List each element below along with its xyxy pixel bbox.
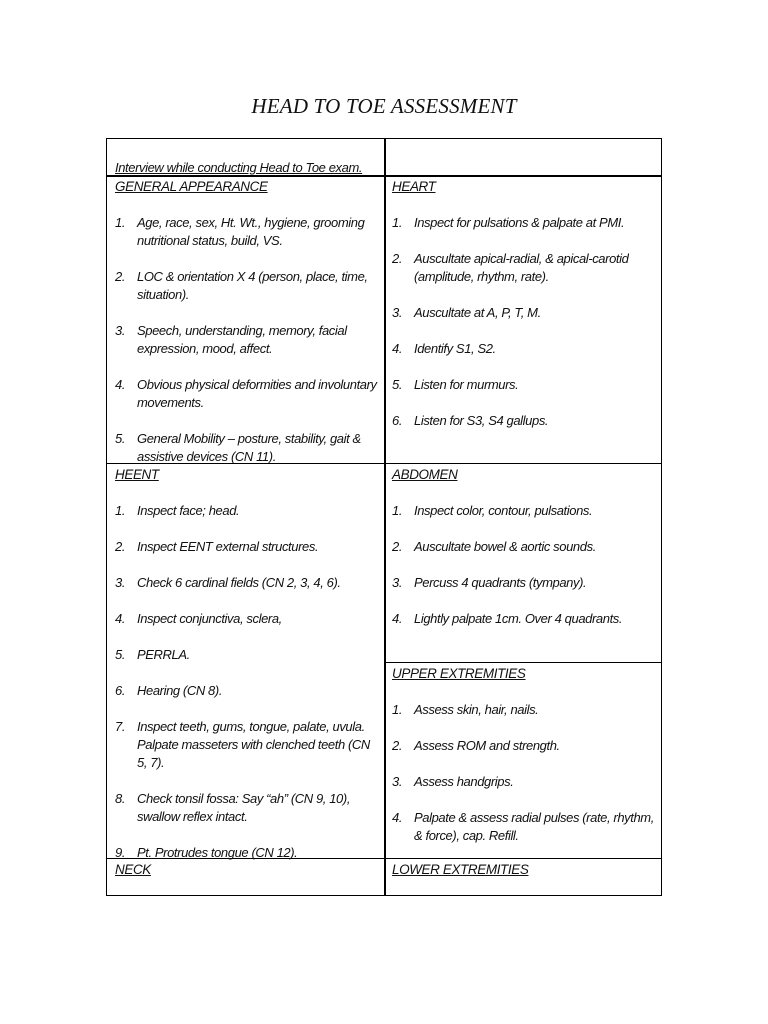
list-item: 3. Auscultate at A, P, T, M.	[392, 305, 541, 320]
general-appearance-list	[115, 214, 377, 466]
list-item: 1. Inspect for pulsations & palpate at PMI.	[392, 215, 625, 230]
list-item: 1. Inspect color, contour, pulsations.	[392, 503, 593, 518]
list-item: 5. Listen for murmurs.	[392, 377, 519, 392]
list-item: 1. Assess skin, hair, nails.	[392, 702, 539, 717]
list-item: 2. Assess ROM and strength.	[392, 738, 560, 753]
upper-extremities-heading: UPPER EXTREMITIES	[392, 666, 526, 681]
heart-cell	[392, 178, 654, 430]
list-item: 8. Check tonsil fossa: Say “ah” (CN 9, 10), swallow reflex intact.	[115, 791, 351, 824]
abdomen-heading: ABDOMEN	[392, 467, 458, 482]
list-item: 1. Inspect face; head.	[115, 503, 240, 518]
list-item: 9. Pt. Protrudes tongue (CN 12).	[115, 845, 298, 860]
list-item: 2. Auscultate apical-radial, & apical-carotid (amplitude, rhythm, rate).	[392, 251, 629, 284]
heent-list	[115, 502, 377, 862]
column-divider	[384, 139, 386, 895]
list-item: 3. Assess handgrips.	[392, 774, 514, 789]
list-item: 4. Palpate & assess radial pulses (rate, rhythm, & force), cap. Refill.	[392, 810, 654, 843]
list-item: 3. Check 6 cardinal fields (CN 2, 3, 4, 6).	[115, 575, 341, 590]
intro-text: Interview while conducting Head to Toe exam.	[115, 160, 363, 175]
list-item: 1. Age, race, sex, Ht. Wt., hygiene, grooming nutritional status, build, VS.	[115, 215, 365, 248]
lower-extremities-heading: LOWER EXTREMITIES	[392, 862, 529, 877]
list-item: 5. PERRLA.	[115, 647, 190, 662]
assessment-table	[106, 138, 662, 896]
list-item: 5. General Mobility – posture, stability, gait & assistive devices (CN 11).	[115, 431, 361, 464]
general-appearance-cell	[115, 178, 377, 466]
heart-list	[392, 214, 654, 430]
heent-heading: HEENT	[115, 467, 159, 482]
heent-cell	[115, 466, 377, 862]
list-item: 2. LOC & orientation X 4 (person, place, time, situation).	[115, 269, 368, 302]
list-item: 2. Auscultate bowel & aortic sounds.	[392, 539, 596, 554]
list-item: 6. Listen for S3, S4 gallups.	[392, 413, 549, 428]
abdomen-cell	[392, 466, 654, 628]
list-item: 4. Inspect conjunctiva, sclera,	[115, 611, 282, 626]
document-title: HEAD TO TOE ASSESSMENT	[251, 94, 517, 118]
general-appearance-heading: GENERAL APPEARANCE	[115, 179, 268, 194]
upper-extremities-list	[392, 701, 654, 845]
list-item: 2. Inspect EENT external structures.	[115, 539, 319, 554]
abdomen-list	[392, 502, 654, 628]
list-item: 6. Hearing (CN 8).	[115, 683, 223, 698]
list-item: 4. Obvious physical deformities and involuntary movements.	[115, 377, 377, 410]
list-item: 3. Speech, understanding, memory, facial expression, mood, affect.	[115, 323, 347, 356]
row-divider-upper	[384, 662, 661, 663]
neck-heading: NECK	[115, 862, 151, 877]
upper-extremities-cell	[392, 665, 654, 845]
list-item: 7. Inspect teeth, gums, tongue, palate, uvula. Palpate masseters with clenched teeth (CN 5, 7).	[115, 719, 370, 770]
list-item: 4. Identify S1, S2.	[392, 341, 496, 356]
list-item: 3. Percuss 4 quadrants (tympany).	[392, 575, 587, 590]
heart-heading: HEART	[392, 179, 436, 194]
list-item: 4. Lightly palpate 1cm. Over 4 quadrants.	[392, 611, 623, 626]
